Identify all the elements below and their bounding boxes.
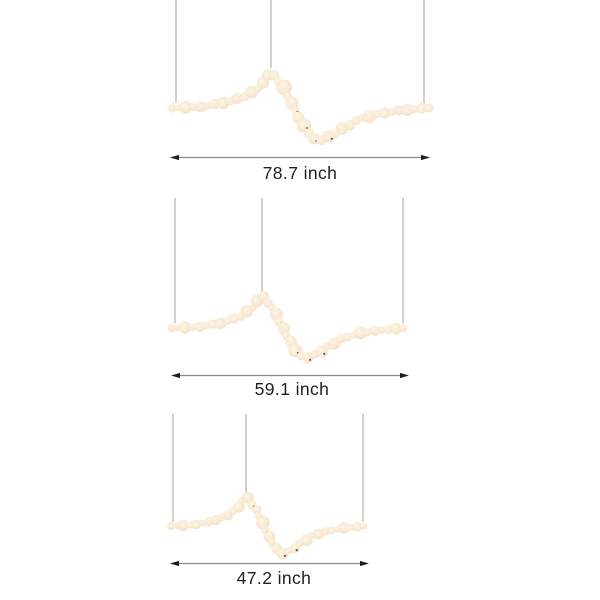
dimension-line (170, 561, 369, 566)
suspension-wires (176, 0, 424, 103)
dimension-label-medium: 59.1 inch (254, 379, 330, 399)
dimension-line (170, 155, 430, 160)
dimension-label-large: 78.7 inch (262, 163, 338, 183)
dimension-label-small: 47.2 inch (236, 568, 312, 588)
fixture-size-medium (168, 198, 409, 399)
bead-chain (168, 291, 408, 363)
fixture-size-small (167, 414, 369, 588)
bead-chain (168, 69, 434, 145)
dimension-line (171, 373, 409, 378)
bead-chain (167, 492, 367, 560)
fixture-size-large (168, 0, 434, 183)
suspension-wires (175, 198, 403, 323)
suspension-wires (173, 414, 363, 522)
